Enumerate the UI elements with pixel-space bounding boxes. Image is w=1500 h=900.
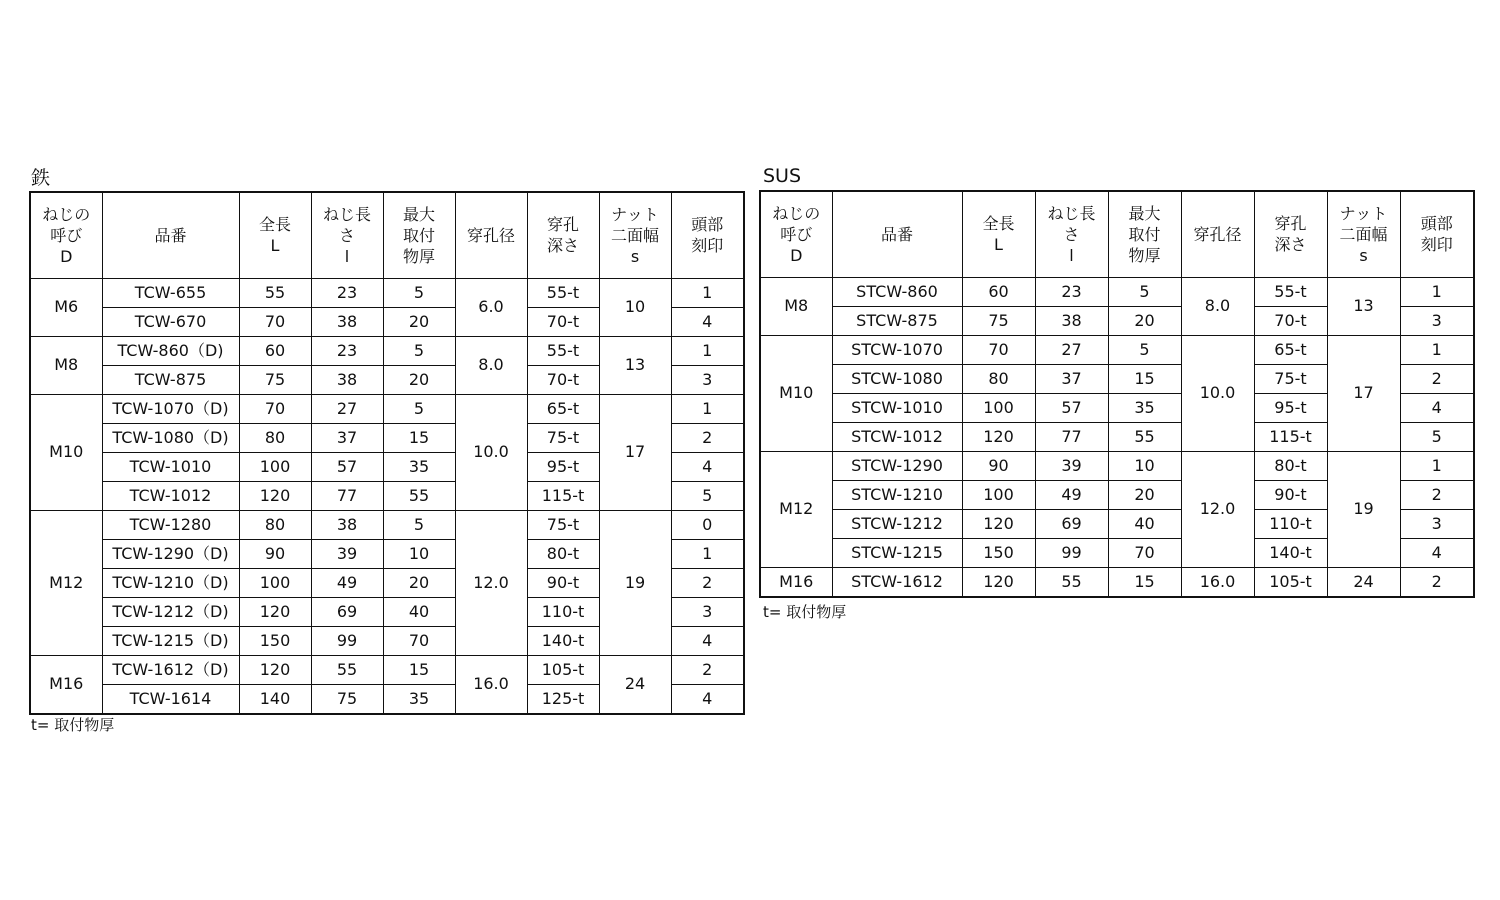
header-drill-depth: 穿孔 深さ: [1254, 191, 1327, 277]
table-row: [760, 277, 1474, 306]
part-number-cell: TCW-1280: [102, 510, 239, 539]
max-thickness-cell: 15: [383, 423, 455, 452]
part-number-cell: TCW-875: [102, 365, 239, 394]
thread-size-cell: M10: [760, 335, 832, 451]
part-number-cell: TCW-1612（D): [102, 655, 239, 684]
thread-length-cell: 38: [311, 510, 383, 539]
header-row: [30, 192, 744, 278]
head-mark-cell: 3: [1400, 509, 1474, 538]
max-thickness-cell: 10: [383, 539, 455, 568]
table-row: [30, 655, 744, 684]
thread-length-cell: 27: [1035, 335, 1108, 364]
drill-diameter-cell: 12.0: [1181, 451, 1254, 567]
max-thickness-cell: 5: [1108, 277, 1181, 306]
drill-depth-cell: 105-t: [527, 655, 599, 684]
drill-depth-cell: 75-t: [527, 423, 599, 452]
max-thickness-cell: 20: [383, 307, 455, 336]
thread-size-cell: M12: [30, 510, 102, 655]
thread-length-cell: 49: [1035, 480, 1108, 509]
drill-depth-cell: 95-t: [527, 452, 599, 481]
header-drill-diameter: 穿孔径: [455, 192, 527, 278]
drill-depth-cell: 105-t: [1254, 567, 1327, 597]
header-max-fixture-thickness: 最大 取付 物厚: [1108, 191, 1181, 277]
drill-depth-cell: 125-t: [527, 684, 599, 714]
thread-length-cell: 75: [311, 684, 383, 714]
thread-length-cell: 57: [1035, 393, 1108, 422]
total-length-cell: 120: [962, 422, 1035, 451]
total-length-cell: 120: [962, 509, 1035, 538]
thread-length-cell: 38: [311, 307, 383, 336]
drill-depth-cell: 140-t: [527, 626, 599, 655]
max-thickness-cell: 55: [383, 481, 455, 510]
part-number-cell: TCW-655: [102, 278, 239, 307]
head-mark-cell: 1: [1400, 451, 1474, 480]
head-mark-cell: 1: [671, 539, 744, 568]
part-number-cell: TCW-1290（D): [102, 539, 239, 568]
thread-length-cell: 77: [311, 481, 383, 510]
thread-size-cell: M12: [760, 451, 832, 567]
header-thread-size: ねじの 呼び D: [30, 192, 102, 278]
table-row: [30, 278, 744, 307]
head-mark-cell: 5: [671, 481, 744, 510]
thread-size-cell: M8: [30, 336, 102, 394]
max-thickness-cell: 20: [1108, 480, 1181, 509]
drill-depth-cell: 80-t: [1254, 451, 1327, 480]
total-length-cell: 100: [962, 480, 1035, 509]
total-length-cell: 70: [239, 307, 311, 336]
drill-depth-cell: 65-t: [527, 394, 599, 423]
total-length-cell: 90: [962, 451, 1035, 480]
thread-length-cell: 99: [1035, 538, 1108, 567]
head-mark-cell: 3: [1400, 306, 1474, 335]
iron-table-title: 鉄: [31, 167, 51, 189]
drill-diameter-cell: 12.0: [455, 510, 527, 655]
total-length-cell: 60: [962, 277, 1035, 306]
nut-width-cell: 13: [1327, 277, 1400, 335]
head-mark-cell: 5: [1400, 422, 1474, 451]
thread-size-cell: M16: [760, 567, 832, 597]
thread-size-cell: M6: [30, 278, 102, 336]
head-mark-cell: 1: [671, 336, 744, 365]
drill-diameter-cell: 6.0: [455, 278, 527, 336]
part-number-cell: STCW-1210: [832, 480, 962, 509]
header-max-fixture-thickness: 最大 取付 物厚: [383, 192, 455, 278]
head-mark-cell: 3: [671, 365, 744, 394]
part-number-cell: TCW-1080（D): [102, 423, 239, 452]
header-drill-diameter: 穿孔径: [1181, 191, 1254, 277]
iron-footnote: t= 取付物厚: [31, 716, 115, 734]
drill-depth-cell: 90-t: [527, 568, 599, 597]
drill-depth-cell: 70-t: [527, 307, 599, 336]
drill-depth-cell: 55-t: [1254, 277, 1327, 306]
drill-depth-cell: 55-t: [527, 278, 599, 307]
head-mark-cell: 4: [671, 684, 744, 714]
head-mark-cell: 1: [671, 278, 744, 307]
sus-table-title: SUS: [763, 165, 802, 187]
max-thickness-cell: 35: [383, 452, 455, 481]
thread-length-cell: 23: [1035, 277, 1108, 306]
thread-length-cell: 77: [1035, 422, 1108, 451]
part-number-cell: TCW-1210（D): [102, 568, 239, 597]
thread-length-cell: 37: [1035, 364, 1108, 393]
max-thickness-cell: 35: [1108, 393, 1181, 422]
header-thread-size: ねじの 呼び D: [760, 191, 832, 277]
drill-depth-cell: 110-t: [1254, 509, 1327, 538]
nut-width-cell: 24: [1327, 567, 1400, 597]
header-head-mark: 頭部 刻印: [671, 192, 744, 278]
head-mark-cell: 2: [671, 568, 744, 597]
head-mark-cell: 1: [1400, 335, 1474, 364]
head-mark-cell: 1: [1400, 277, 1474, 306]
header-drill-depth: 穿孔 深さ: [527, 192, 599, 278]
part-number-cell: TCW-1070（D): [102, 394, 239, 423]
drill-depth-cell: 75-t: [1254, 364, 1327, 393]
table-row: [30, 510, 744, 539]
header-nut-width: ナット 二面幅 s: [1327, 191, 1400, 277]
table-row: [30, 394, 744, 423]
header-total-length: 全長 L: [962, 191, 1035, 277]
part-number-cell: STCW-1212: [832, 509, 962, 538]
head-mark-cell: 2: [1400, 567, 1474, 597]
drill-diameter-cell: 8.0: [1181, 277, 1254, 335]
header-part-number: 品番: [832, 191, 962, 277]
max-thickness-cell: 70: [383, 626, 455, 655]
head-mark-cell: 4: [671, 626, 744, 655]
total-length-cell: 120: [239, 481, 311, 510]
drill-depth-cell: 90-t: [1254, 480, 1327, 509]
head-mark-cell: 2: [1400, 364, 1474, 393]
table-row: [30, 336, 744, 365]
part-number-cell: TCW-860（D): [102, 336, 239, 365]
thread-length-cell: 55: [1035, 567, 1108, 597]
max-thickness-cell: 5: [1108, 335, 1181, 364]
total-length-cell: 75: [239, 365, 311, 394]
sus-footnote: t= 取付物厚: [763, 603, 847, 621]
thread-length-cell: 39: [311, 539, 383, 568]
part-number-cell: TCW-670: [102, 307, 239, 336]
thread-length-cell: 55: [311, 655, 383, 684]
drill-diameter-cell: 10.0: [1181, 335, 1254, 451]
max-thickness-cell: 20: [383, 568, 455, 597]
head-mark-cell: 4: [1400, 393, 1474, 422]
drill-depth-cell: 75-t: [527, 510, 599, 539]
drill-depth-cell: 65-t: [1254, 335, 1327, 364]
head-mark-cell: 2: [671, 655, 744, 684]
header-part-number: 品番: [102, 192, 239, 278]
drill-diameter-cell: 8.0: [455, 336, 527, 394]
part-number-cell: TCW-1012: [102, 481, 239, 510]
drill-depth-cell: 110-t: [527, 597, 599, 626]
max-thickness-cell: 20: [383, 365, 455, 394]
total-length-cell: 150: [239, 626, 311, 655]
thread-length-cell: 27: [311, 394, 383, 423]
part-number-cell: TCW-1614: [102, 684, 239, 714]
table-row: [760, 335, 1474, 364]
part-number-cell: STCW-1070: [832, 335, 962, 364]
max-thickness-cell: 40: [383, 597, 455, 626]
max-thickness-cell: 35: [383, 684, 455, 714]
header-total-length: 全長 L: [239, 192, 311, 278]
thread-length-cell: 57: [311, 452, 383, 481]
part-number-cell: STCW-1080: [832, 364, 962, 393]
nut-width-cell: 17: [1327, 335, 1400, 451]
thread-length-cell: 49: [311, 568, 383, 597]
head-mark-cell: 1: [671, 394, 744, 423]
thread-length-cell: 38: [311, 365, 383, 394]
drill-depth-cell: 140-t: [1254, 538, 1327, 567]
header-nut-width: ナット 二面幅 s: [599, 192, 671, 278]
total-length-cell: 100: [239, 452, 311, 481]
header-thread-length: ねじ長 さ l: [1035, 191, 1108, 277]
thread-length-cell: 23: [311, 336, 383, 365]
head-mark-cell: 2: [1400, 480, 1474, 509]
part-number-cell: STCW-1012: [832, 422, 962, 451]
thread-length-cell: 69: [1035, 509, 1108, 538]
max-thickness-cell: 15: [383, 655, 455, 684]
max-thickness-cell: 15: [1108, 364, 1181, 393]
total-length-cell: 120: [962, 567, 1035, 597]
head-mark-cell: 4: [671, 307, 744, 336]
max-thickness-cell: 5: [383, 278, 455, 307]
iron-spec-table: [29, 191, 745, 715]
part-number-cell: TCW-1212（D): [102, 597, 239, 626]
nut-width-cell: 17: [599, 394, 671, 510]
total-length-cell: 75: [962, 306, 1035, 335]
total-length-cell: 55: [239, 278, 311, 307]
part-number-cell: TCW-1215（D): [102, 626, 239, 655]
part-number-cell: STCW-875: [832, 306, 962, 335]
nut-width-cell: 24: [599, 655, 671, 714]
thread-length-cell: 37: [311, 423, 383, 452]
head-mark-cell: 2: [671, 423, 744, 452]
drill-depth-cell: 55-t: [527, 336, 599, 365]
max-thickness-cell: 5: [383, 510, 455, 539]
max-thickness-cell: 40: [1108, 509, 1181, 538]
total-length-cell: 120: [239, 597, 311, 626]
sus-spec-table: [759, 190, 1475, 598]
drill-depth-cell: 70-t: [1254, 306, 1327, 335]
header-head-mark: 頭部 刻印: [1400, 191, 1474, 277]
total-length-cell: 70: [962, 335, 1035, 364]
nut-width-cell: 19: [599, 510, 671, 655]
table-row: [760, 567, 1474, 597]
thread-length-cell: 99: [311, 626, 383, 655]
total-length-cell: 80: [239, 510, 311, 539]
max-thickness-cell: 5: [383, 336, 455, 365]
drill-diameter-cell: 10.0: [455, 394, 527, 510]
part-number-cell: STCW-860: [832, 277, 962, 306]
total-length-cell: 70: [239, 394, 311, 423]
header-row: [760, 191, 1474, 277]
part-number-cell: STCW-1215: [832, 538, 962, 567]
total-length-cell: 120: [239, 655, 311, 684]
header-thread-length: ねじ長 さ l: [311, 192, 383, 278]
drill-depth-cell: 70-t: [527, 365, 599, 394]
part-number-cell: STCW-1010: [832, 393, 962, 422]
nut-width-cell: 10: [599, 278, 671, 336]
thread-size-cell: M10: [30, 394, 102, 510]
part-number-cell: STCW-1290: [832, 451, 962, 480]
thread-size-cell: M8: [760, 277, 832, 335]
drill-diameter-cell: 16.0: [1181, 567, 1254, 597]
head-mark-cell: 4: [1400, 538, 1474, 567]
max-thickness-cell: 5: [383, 394, 455, 423]
thread-length-cell: 69: [311, 597, 383, 626]
head-mark-cell: 4: [671, 452, 744, 481]
drill-depth-cell: 80-t: [527, 539, 599, 568]
drill-diameter-cell: 16.0: [455, 655, 527, 714]
max-thickness-cell: 10: [1108, 451, 1181, 480]
total-length-cell: 80: [239, 423, 311, 452]
part-number-cell: STCW-1612: [832, 567, 962, 597]
total-length-cell: 80: [962, 364, 1035, 393]
head-mark-cell: 0: [671, 510, 744, 539]
thread-length-cell: 38: [1035, 306, 1108, 335]
nut-width-cell: 19: [1327, 451, 1400, 567]
head-mark-cell: 3: [671, 597, 744, 626]
total-length-cell: 150: [962, 538, 1035, 567]
total-length-cell: 100: [239, 568, 311, 597]
max-thickness-cell: 15: [1108, 567, 1181, 597]
total-length-cell: 60: [239, 336, 311, 365]
part-number-cell: TCW-1010: [102, 452, 239, 481]
nut-width-cell: 13: [599, 336, 671, 394]
total-length-cell: 140: [239, 684, 311, 714]
thread-length-cell: 39: [1035, 451, 1108, 480]
max-thickness-cell: 20: [1108, 306, 1181, 335]
thread-length-cell: 23: [311, 278, 383, 307]
drill-depth-cell: 115-t: [1254, 422, 1327, 451]
max-thickness-cell: 70: [1108, 538, 1181, 567]
drill-depth-cell: 115-t: [527, 481, 599, 510]
total-length-cell: 90: [239, 539, 311, 568]
thread-size-cell: M16: [30, 655, 102, 714]
table-row: [760, 451, 1474, 480]
drill-depth-cell: 95-t: [1254, 393, 1327, 422]
total-length-cell: 100: [962, 393, 1035, 422]
max-thickness-cell: 55: [1108, 422, 1181, 451]
